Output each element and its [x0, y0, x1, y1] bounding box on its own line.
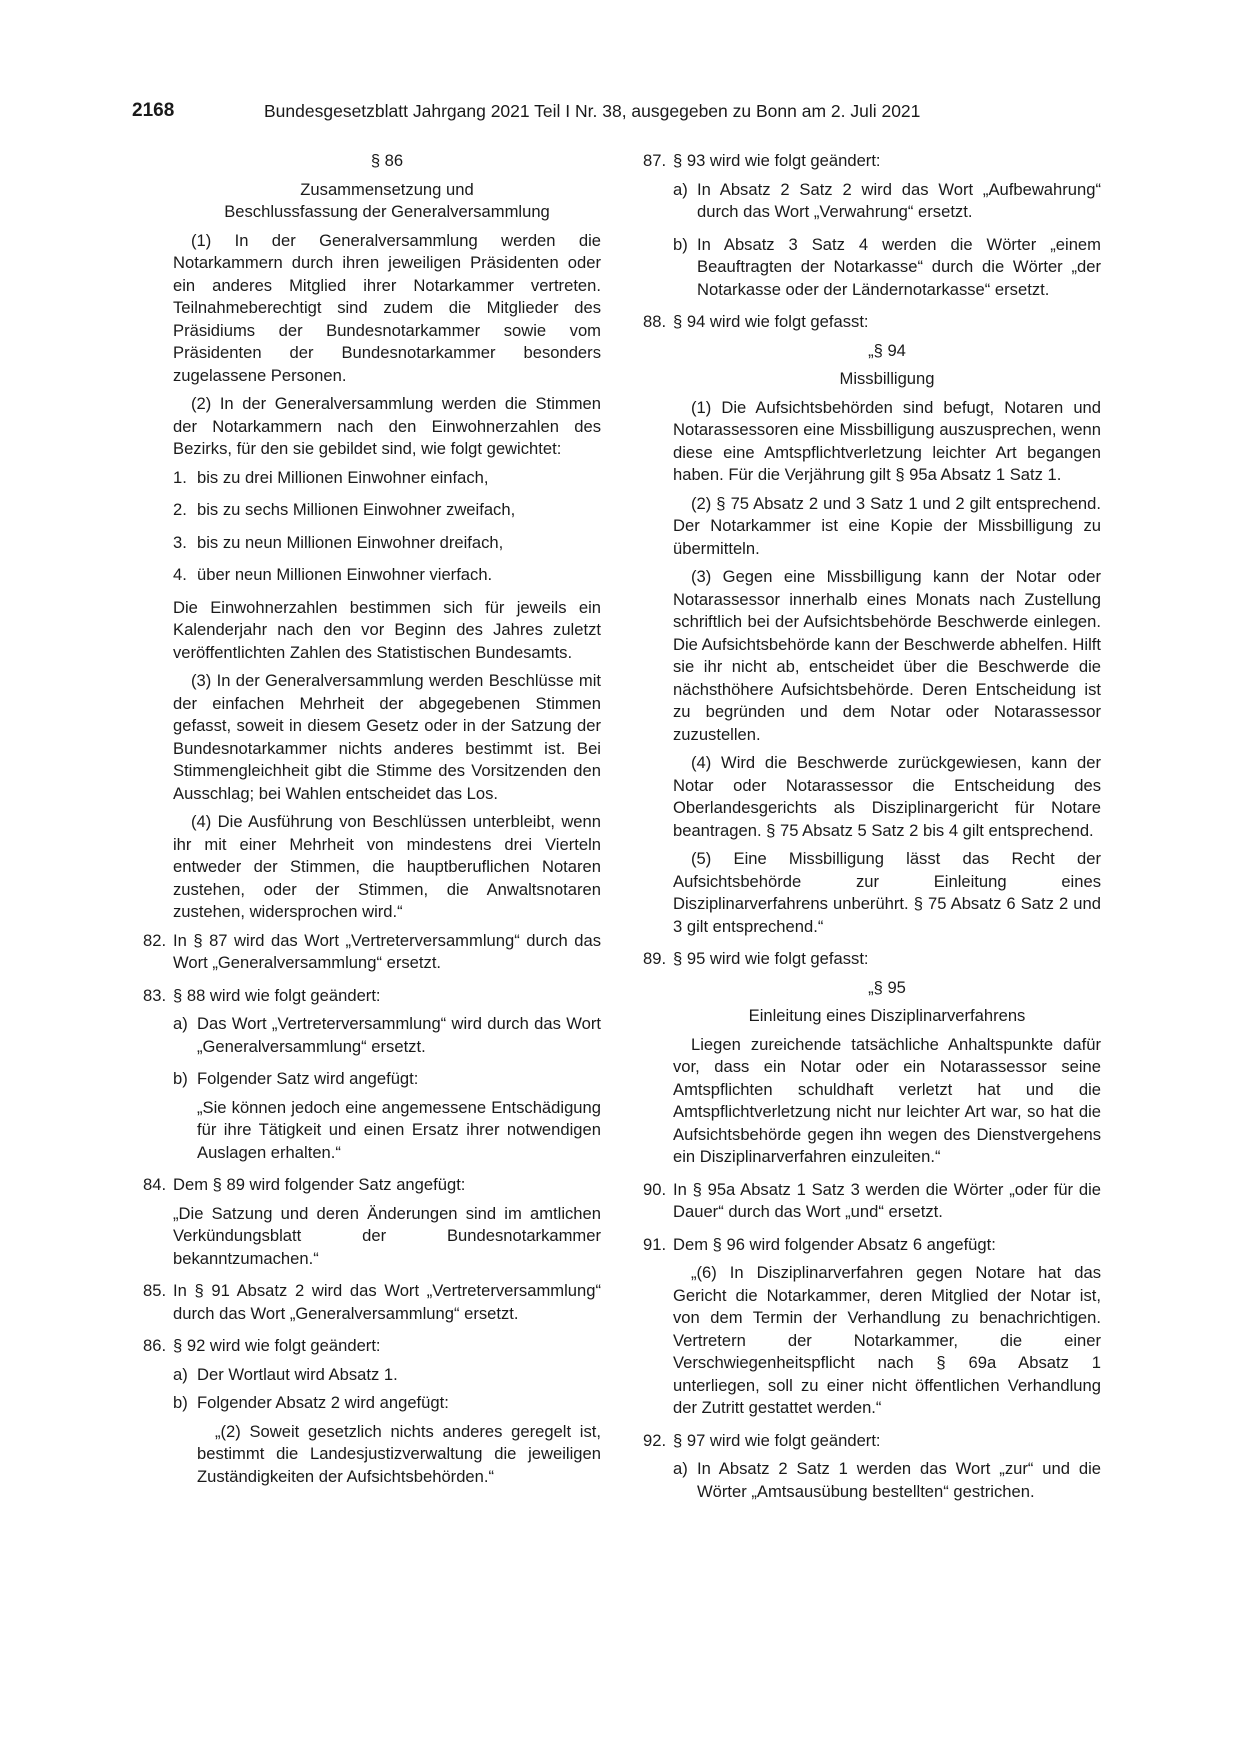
- amendment-86a: [173, 1364, 601, 1387]
- running-title: Bundesgesetzblatt Jahrgang 2021 Teil I Nr. 38, ausgegeben zu Bonn am 2. Juli 2021: [264, 101, 921, 121]
- section-86-title-line1: Zusammensetzung und: [300, 179, 474, 199]
- sub-item-text: Der Wortlaut wird Absatz 1.: [197, 1364, 398, 1384]
- amendment-number: 86.: [143, 1336, 167, 1355]
- section-94-paragraph-1: (1) Die Aufsichtsbehörden sind befugt, Notaren und Notarassessoren eine Missbilligung auszusprechen, wenn diese eine Amtspflichtverletzung leichter Art begangen haben. Für die Verjährung gilt § 95a Absatz 1 Satz 1.: [673, 397, 1101, 484]
- amendment-number: 88.: [643, 312, 667, 331]
- amendment-number: 84.: [143, 1175, 167, 1194]
- section-86-paragraph-3: (3) In der Generalversammlung werden Beschlüsse mit der einfachen Mehrheit der abgegebenen Stimmen gefasst, soweit in diesem Gesetz oder in der Satzung der Bundesnotarkammer nichts anderes bestimmt ist. Bei Stimmengleichheit gibt die Stimme des Vorsitzenden den Ausschlag; bei Wahlen entscheidet das Los.: [173, 671, 601, 803]
- sub-item-letter: b): [173, 1393, 188, 1412]
- amendment-text: § 93 wird wie folgt geändert:: [673, 151, 881, 170]
- page-header: [132, 100, 1112, 130]
- amendment-92: [643, 1430, 1101, 1453]
- section-94-number: „§ 94: [868, 340, 906, 360]
- amendment-number: 85.: [143, 1281, 167, 1300]
- sub-item-text: In Absatz 2 Satz 1 werden das Wort „zur“ und die Wörter „Amtsausübung bestellten“ gestrichen.: [697, 1459, 1101, 1501]
- sub-item-letter: a): [673, 179, 688, 199]
- amendment-number: 87.: [643, 151, 667, 170]
- list-item-number: 1.: [173, 467, 187, 487]
- list-item: [173, 532, 601, 555]
- sub-item-letter: a): [173, 1364, 188, 1384]
- section-86-paragraph-2: (2) In der Generalversammlung werden die Stimmen der Notarkammern nach den Einwohnerzahlen des Bezirks, für den sie gebildet sind, wie folgt gewichtet:: [173, 394, 601, 458]
- amendment-text: In § 95a Absatz 1 Satz 3 werden die Wörter „oder für die Dauer“ durch das Wort „und“ ersetzt.: [673, 1179, 1101, 1221]
- amendment-number: 90.: [643, 1179, 667, 1199]
- amendment-83a: [173, 1013, 601, 1058]
- amendment-text: In § 91 Absatz 2 wird das Wort „Vertreterversammlung“ durch das Wort „Generalversammlung“ ersetzt.: [173, 1281, 601, 1323]
- amendment-86b-quote: „(2) Soweit gesetzlich nichts anderes geregelt ist, bestimmt die Landesjustizverwaltung die jeweiligen Zuständigkeiten der Aufsichtsbehörden.“: [197, 1421, 601, 1486]
- sub-item-text: Folgender Satz wird angefügt:: [197, 1069, 419, 1088]
- amendment-86b: [173, 1392, 601, 1415]
- list-item-number: 4.: [173, 565, 187, 584]
- amendment-87a: [673, 179, 1101, 224]
- sub-item-letter: b): [673, 234, 688, 254]
- section-94-title: Missbilligung: [839, 369, 935, 388]
- section-94-paragraph-2: (2) § 75 Absatz 2 und 3 Satz 1 und 2 gilt entsprechend. Der Notarkammer ist eine Kopie der Missbilligung zu übermitteln.: [673, 493, 1101, 558]
- amendment-number: 83.: [143, 985, 167, 1005]
- list-item-number: 2.: [173, 500, 187, 519]
- amendment-87b: [673, 234, 1101, 302]
- list-item-number: 3.: [173, 532, 187, 552]
- section-94-paragraph-3: (3) Gegen eine Missbilligung kann der Notar oder Notarassessor innerhalb eines Monats nach Zustellung schriftlich bei der Aufsichtsbehörde Beschwerde einlegen. Die Aufsichtsbehörde kann der Beschwerde abhelfen. Hilft sie ihr nicht ab, entscheidet über die Beschwerde die nächsthöhere Aufsichtsbehörde. Deren Entscheidung ist zu begründen und dem Notar oder Notarassessor zuzustellen.: [673, 567, 1102, 744]
- sub-item-text: Das Wort „Vertreterversammlung“ wird durch das Wort „Generalversammlung“ ersetzt.: [197, 1014, 601, 1056]
- section-86-title-line2: Beschlussfassung der Generalversammlung: [224, 202, 550, 221]
- amendment-83b-quote: „Sie können jedoch eine angemessene Entschädigung für ihre Tätigkeit und einen Ersatz ihrer notwendigen Auslagen erhalten.“: [197, 1097, 601, 1162]
- amendment-text: § 92 wird wie folgt geändert:: [173, 1336, 381, 1355]
- amendment-text: In § 87 wird das Wort „Vertreterversammlung“ durch das Wort „Generalversammlung“ ersetzt.: [173, 930, 601, 972]
- amendment-91: [643, 1234, 1101, 1257]
- amendment-85: [143, 1280, 601, 1325]
- sub-item-text: Folgender Absatz 2 wird angefügt:: [197, 1393, 449, 1412]
- amendment-number: 92.: [643, 1430, 667, 1450]
- section-94-paragraph-4: (4) Wird die Beschwerde zurückgewiesen, kann der Notar oder Notarassessor die Entscheidung des Oberlandesgerichts als Disziplinargericht für Notare beantragen. § 75 Absatz 5 Satz 2 bis 4 gilt entsprechend.: [673, 753, 1101, 840]
- section-95-title: Einleitung eines Disziplinarverfahrens: [748, 1006, 1026, 1025]
- list-item-text: bis zu sechs Millionen Einwohner zweifach,: [197, 500, 516, 519]
- section-86-paragraph-4: (4) Die Ausführung von Beschlüssen unterbleibt, wenn ihr mit einer Mehrheit von mindestens drei Vierteln entweder der Stimmen, die hauptberuflichen Notaren zustehen, oder der Stimmen, die Anwaltsnotaren zustehen, widersprochen wird.“: [173, 812, 601, 921]
- right-column: [643, 150, 1102, 1513]
- list-item-text: über neun Millionen Einwohner vierfach.: [197, 565, 493, 584]
- amendment-number: 89.: [643, 949, 667, 968]
- amendment-90: [643, 1179, 1101, 1224]
- sub-item-text: In Absatz 2 Satz 2 wird das Wort „Aufbewahrung“ durch das Wort „Verwahrung“ ersetzt.: [697, 179, 1101, 221]
- section-86-paragraph-2b: Die Einwohnerzahlen bestimmen sich für jeweils ein Kalenderjahr nach den vor Beginn des Jahres zuletzt veröffentlichten Zahlen des Statistischen Bundesamts.: [173, 597, 601, 662]
- list-item: [173, 564, 601, 587]
- amendment-number: 82.: [143, 930, 167, 950]
- amendment-number: 91.: [643, 1234, 667, 1254]
- left-column: [143, 150, 601, 1494]
- amendment-92a: [673, 1458, 1101, 1503]
- amendment-text: § 97 wird wie folgt geändert:: [673, 1430, 881, 1450]
- sub-item-letter: a): [173, 1014, 188, 1033]
- sub-item-letter: b): [173, 1069, 188, 1088]
- amendment-86: [143, 1335, 601, 1358]
- amendment-text: Dem § 89 wird folgender Satz angefügt:: [173, 1175, 466, 1194]
- amendment-text: Dem § 96 wird folgender Absatz 6 angefügt:: [673, 1234, 996, 1254]
- list-item: [173, 499, 601, 522]
- amendment-84: [143, 1174, 601, 1197]
- amendment-84-quote: „Die Satzung und deren Änderungen sind im amtlichen Verkündungsblatt der Bundesnotarkammer bekanntzumachen.“: [173, 1203, 601, 1268]
- amendment-83b: [173, 1068, 601, 1091]
- section-86-number: § 86: [370, 151, 404, 170]
- amendment-87: [643, 150, 1101, 173]
- amendment-82: [143, 930, 601, 975]
- amendment-text: § 95 wird wie folgt gefasst:: [673, 949, 869, 968]
- amendment-text: § 94 wird wie folgt gefasst:: [673, 312, 869, 331]
- sub-item-text: In Absatz 3 Satz 4 werden die Wörter „einem Beauftragten der Notarkasse“ durch die Wörter „der Notarkasse oder der Ländernotarkasse“ ersetzt.: [697, 234, 1101, 299]
- amendment-text: § 88 wird wie folgt geändert:: [173, 985, 381, 1005]
- section-95-paragraph: Liegen zureichende tatsächliche Anhaltspunkte dafür vor, dass ein Notar oder ein Notarassessor seine Amtspflichten schuldhaft verletzt hat und die Amtspflichtverletzung nicht nur leichter Art war, so hat die Aufsichtsbehörde gegen ihn wegen des Dienstvergehens ein Disziplinarverfahren einzuleiten.“: [673, 1034, 1101, 1166]
- amendment-91-quote: „(6) In Disziplinarverfahren gegen Notare hat das Gericht die Notarkammer, deren Mitglied der Notar ist, von dem Termin der Verhandlung zu benachrichtigen. Vertretern der Notarkammer, die einer Verschwiegenheitspflicht nach § 69a Absatz 1 unterliegen, soll zu einer nicht öffentlichen Verhandlung der Zutritt gestattet werden.“: [673, 1263, 1101, 1417]
- section-94-paragraph-5: (5) Eine Missbilligung lässt das Recht der Aufsichtsbehörde zur Einleitung eines Disziplinarverfahrens unberührt. § 75 Absatz 6 Satz 2 und 3 gilt entsprechend.“: [673, 849, 1101, 936]
- amendment-83: [143, 985, 601, 1008]
- section-95-number: „§ 95: [868, 977, 906, 997]
- list-item: [173, 467, 601, 490]
- sub-item-letter: a): [673, 1459, 688, 1478]
- section-86-paragraph-1: (1) In der Generalversammlung werden die Notarkammern durch ihren jeweiligen Präsidenten oder ein anderes Mitglied ihrer Notarkammer vertreten. Teilnahmeberechtigt sind zudem die Mitglieder des Präsidiums der Bundesnotarkammer sowie vom Präsidenten der Bundesnotarkammer besonders zugelassene Personen.: [173, 230, 601, 385]
- list-item-text: bis zu drei Millionen Einwohner einfach,: [197, 467, 489, 487]
- amendment-88: [643, 311, 1101, 334]
- amendment-89: [643, 948, 1101, 971]
- list-item-text: bis zu neun Millionen Einwohner dreifach,: [197, 532, 504, 552]
- page-number: 2168: [132, 100, 175, 121]
